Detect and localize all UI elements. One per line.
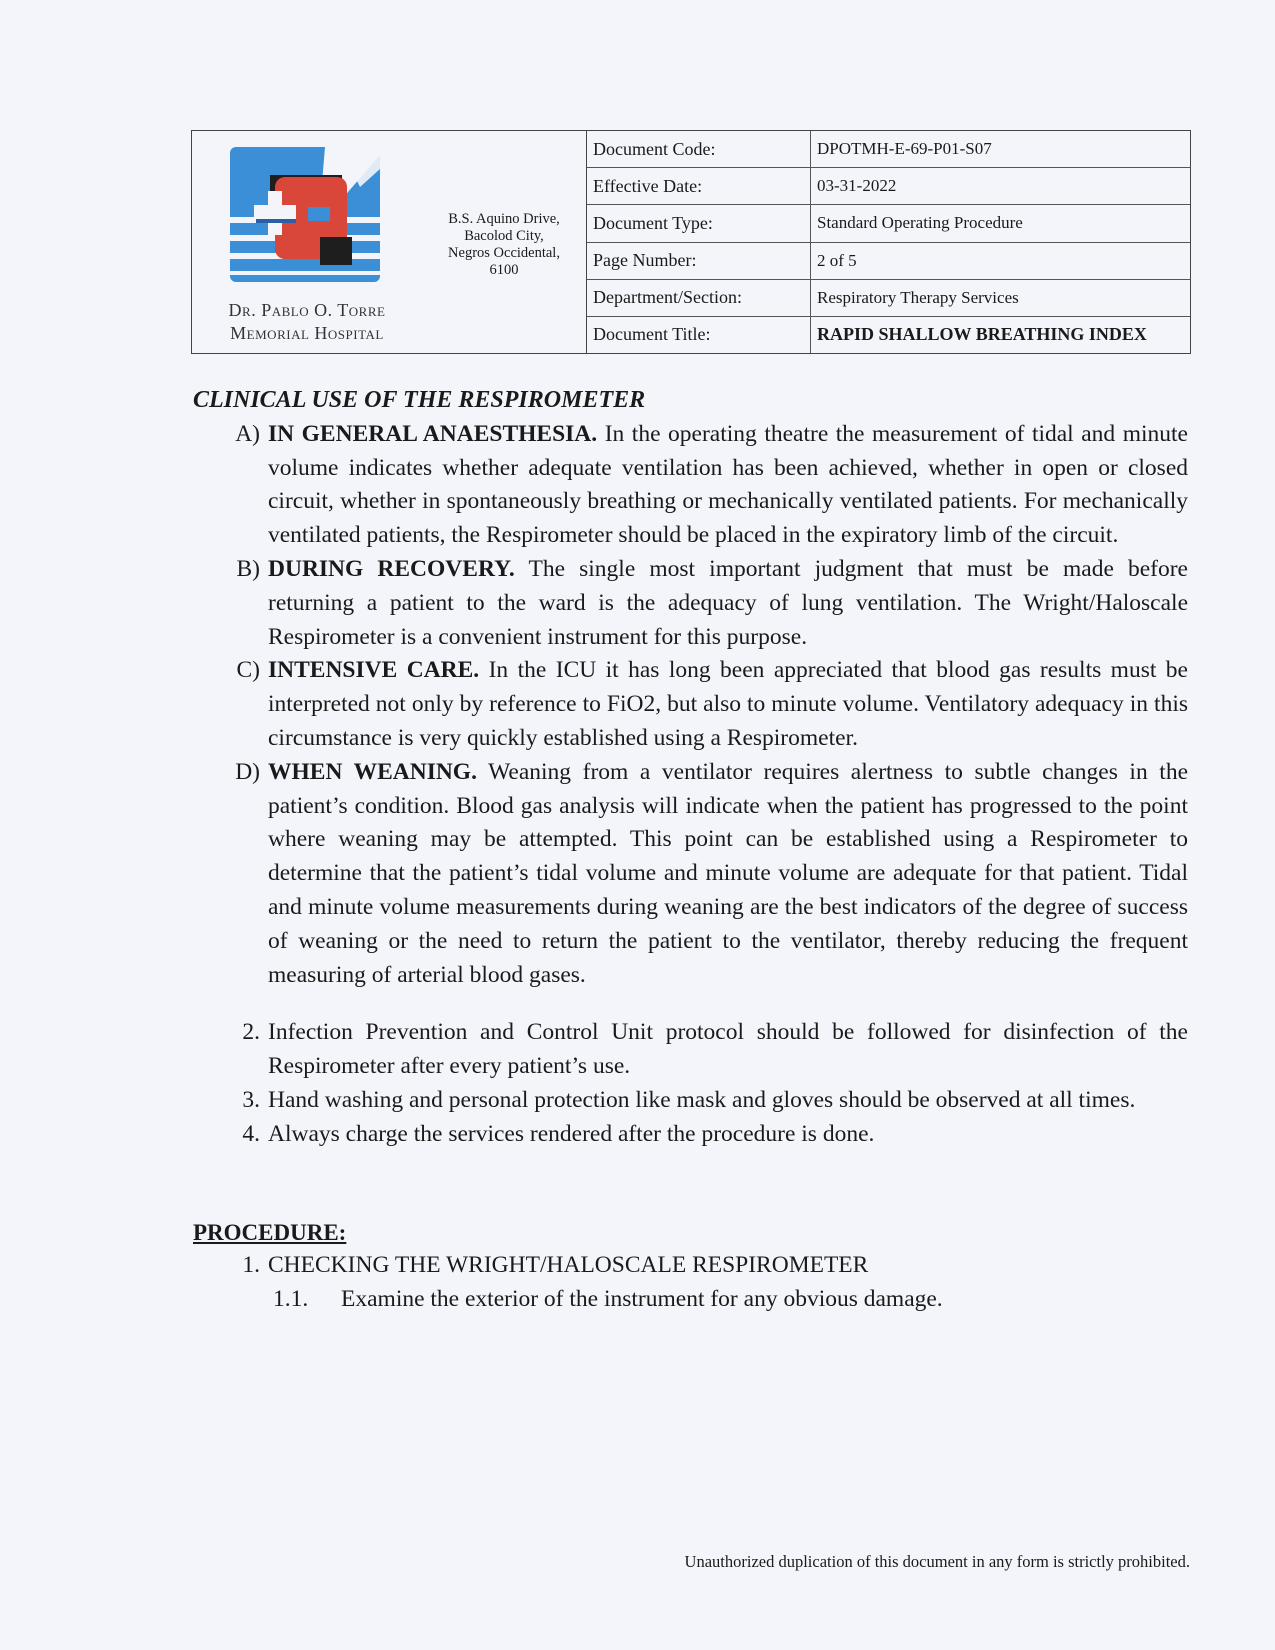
address-line: Negros Occidental, [448,245,560,261]
hospital-name [192,299,422,345]
meta-value: 2 of 5 [817,250,857,270]
numbered-list [193,1016,1188,1151]
item-heading: INTENSIVE CARE. [268,657,480,684]
address-line: Bacolod City, [464,228,544,244]
procedure-step [193,1249,1188,1283]
document-body [193,384,1188,1317]
list-item [193,654,1188,755]
list-marker: C) [236,657,260,684]
list-marker: B) [236,555,260,582]
item-text: Hand washing and personal protection like mask and gloves should be observed at all times. [268,1086,1136,1113]
hospital-logo-icon [230,147,390,297]
item-heading: WHEN WEANING. [268,758,477,785]
item-text: In the ICU it has long been appreciated that blood gas results must be interpreted not only by reference to FiO2, but also to minute volume. Ventilatory adequacy in this circumstance is very quickly established using a Respirometer. [268,657,1188,751]
item-heading: DURING RECOVERY. [268,555,515,582]
list-marker: 3. [242,1086,260,1113]
meta-row-effective-date [587,168,1190,205]
substep-text: Examine the exterior of the instrument for any obvious damage. [341,1286,943,1313]
address-line: B.S. Aquino Drive, [448,211,560,227]
meta-value: DPOTMH-E-69-P01-S07 [817,139,992,159]
list-item [193,1118,1188,1152]
meta-label: Document Code: [587,131,811,167]
meta-row-document-code [587,131,1190,168]
meta-value: 03-31-2022 [817,176,897,196]
meta-value: Standard Operating Procedure [817,213,1023,233]
meta-label: Page Number: [587,243,811,279]
section-title: CLINICAL USE OF THE RESPIROMETER [193,387,646,413]
list-marker: A) [235,420,260,447]
meta-row-document-type [587,205,1190,242]
footer-notice: Unauthorized duplication of this document in any form is strictly prohibited. [684,1552,1190,1571]
hospital-name-line1: Dr. Pablo O. Torre [228,300,386,320]
meta-label: Document Type: [587,205,811,241]
meta-value: RAPID SHALLOW BREATHING INDEX [817,324,1147,345]
item-text: Always charge the services rendered after the procedure is done. [268,1120,875,1147]
hospital-identity [192,131,587,353]
list-marker: 1.1. [273,1286,309,1313]
list-marker: 2. [242,1019,260,1046]
list-item [193,1084,1188,1118]
item-text: Weaning from a ventilator requires alertness to subtle changes in the patient’s condition. Blood gas analysis will indicate when the patient has progressed to the point where weaning may be attempted. This point can be established using a Respirometer to determine that the patient’s tidal volume and minute volume are adequate for that patient. Tidal and minute volume measurements during weaning are the best indicators of the degree of success of weaning or the need to return the patient to the ventilator, thereby reducing the frequent measuring of arterial blood gases. [268,758,1188,988]
meta-row-department [587,280,1190,317]
item-heading: IN GENERAL ANAESTHESIA. [268,420,598,447]
step-text: CHECKING THE WRIGHT/HALOSCALE RESPIROMETER [268,1252,869,1279]
list-item [193,418,1188,553]
clinical-use-list [193,418,1188,993]
meta-value: Respiratory Therapy Services [817,287,1019,307]
procedure-title: PROCEDURE: [193,1219,347,1245]
list-item [193,553,1188,654]
list-marker: 1. [242,1252,260,1279]
meta-label: Effective Date: [587,168,811,204]
meta-row-document-title [587,317,1190,353]
hospital-address [422,131,586,353]
list-item [193,756,1188,993]
meta-label: Document Title: [587,317,811,353]
logo-block [192,131,422,353]
item-text: The single most important judgment that must be made before returning a patient to the ward is the adequacy of lung ventilation. The Wright/Haloscale Respirometer is a convenient instrument for this purpose. [268,555,1188,650]
list-marker: D) [235,758,260,785]
item-text: Infection Prevention and Control Unit protocol should be followed for disinfection of the Respirometer after every patient’s use. [268,1019,1188,1080]
item-text: In the operating theatre the measurement of tidal and minute volume indicates whether adequate ventilation has been achieved, whether in open or closed circuit, whether in spontaneously breathing or mechanically ventilated patients. For mechanically ventilated patients, the Respirometer should be placed in the expiratory limb of the circuit. [268,420,1188,549]
list-marker: 4. [242,1120,260,1147]
hospital-name-line2: Memorial Hospital [230,323,384,343]
meta-label: Department/Section: [587,280,811,316]
list-item [193,1016,1188,1084]
address-line: 6100 [489,262,519,278]
document-header [191,130,1191,354]
procedure-substep [193,1283,1188,1317]
document-meta-table [587,131,1190,353]
meta-row-page-number [587,243,1190,280]
